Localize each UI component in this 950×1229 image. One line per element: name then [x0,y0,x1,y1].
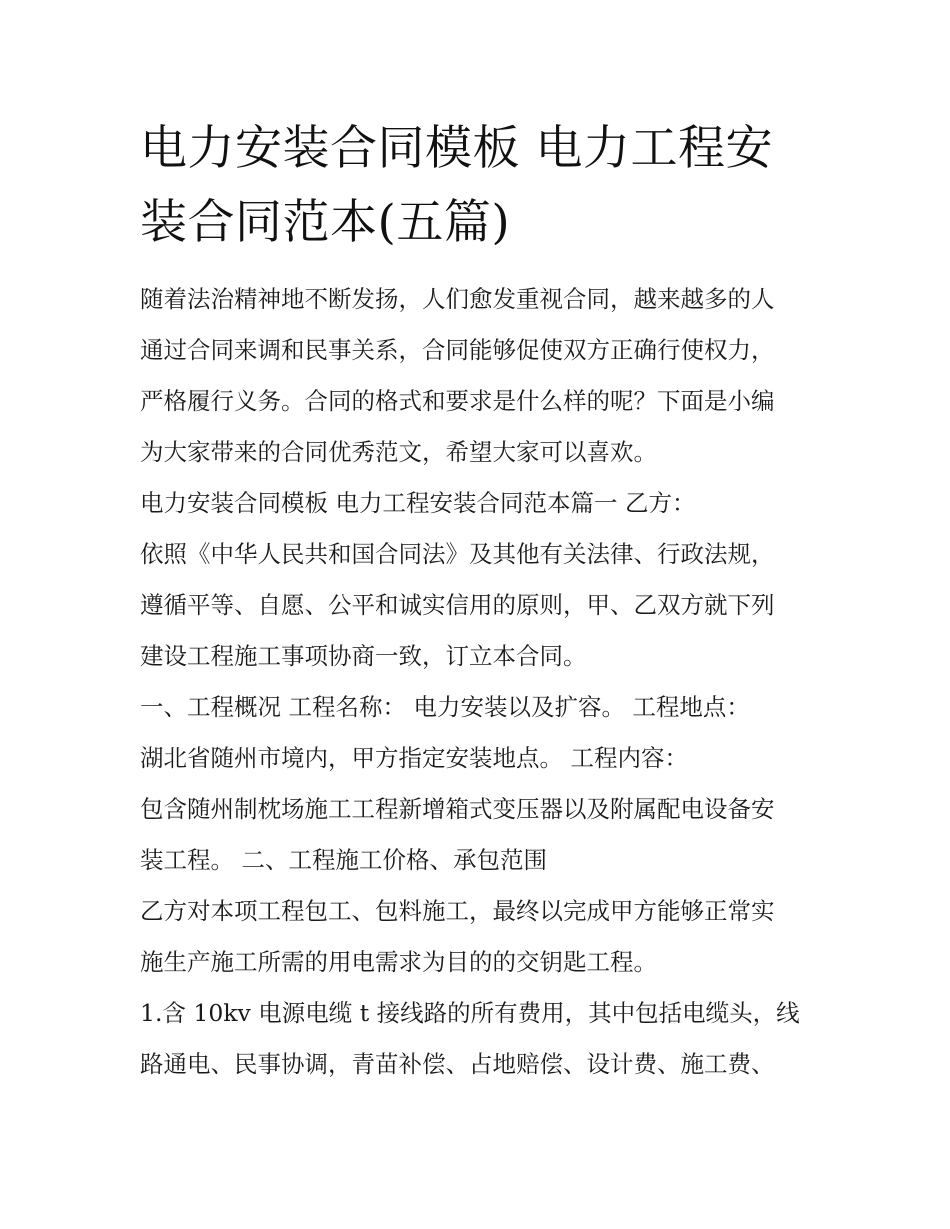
text-line: 湖北省随州市境内，甲方指定安装地点。 工程内容： [140,744,688,772]
title-line-2: 装合同范本(五篇) [140,195,511,250]
text-line: 路通电、民事协调，青苗补偿、占地赔偿、设计费、施工费、 [140,1050,775,1078]
body-text [140,274,820,1090]
text-line: 严格履行义务。合同的格式和要求是什么样的呢？下面是小编 [140,387,775,415]
text-line: 依照《中华人民共和国合同法》及其他有关法律、行政法规， [140,540,775,568]
text-line: 随着法治精神地不断发扬，人们愈发重视合同，越来越多的人 [140,285,775,313]
text-line: 一、工程概况 工程名称： 电力安装以及扩容。 工程地点： [140,693,750,721]
text-line: 通过合同来调和民事关系，合同能够促使双方正确行使权力， [140,336,775,364]
text-line: 装工程。 二、工程施工价格、承包范围 [140,846,547,874]
text-line: 建设工程施工事项协商一致，订立本合同。 [140,642,587,670]
document-title [140,112,830,260]
text-line: 1.含 10kv 电源电缆 t 接线路的所有费用，其中包括电缆头，线 [140,999,800,1027]
text-line: 乙方对本项工程包工、包料施工，最终以完成甲方能够正常实 [140,897,775,925]
text-line: 电力安装合同模板 电力工程安装合同范本篇一 乙方： [140,489,696,517]
text-line: 遵循平等、自愿、公平和诚实信用的原则，甲、乙双方就下列 [140,591,775,619]
text-line: 包含随州制枕场施工工程新增箱式变压器以及附属配电设备安 [140,795,775,823]
text-line: 施生产施工所需的用电需求为目的的交钥匙工程。 [140,948,657,976]
text-line: 为大家带来的合同优秀范文，希望大家可以喜欢。 [140,438,657,466]
title-line-1: 电力安装合同模板 电力工程安 [140,121,773,176]
